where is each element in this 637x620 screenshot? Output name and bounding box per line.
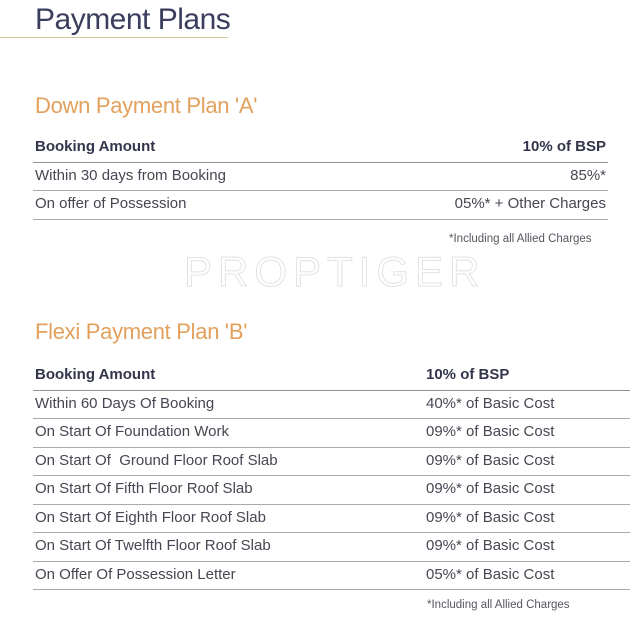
row-value: 85%* <box>570 166 606 184</box>
row-value: 09%* of Basic Cost <box>426 508 555 526</box>
plan-b-table <box>33 362 630 590</box>
table-row <box>33 391 630 420</box>
title-underline <box>0 37 228 38</box>
plan-a-heading: Down Payment Plan 'A' <box>35 93 258 118</box>
table-row <box>33 533 630 562</box>
row-value: 09%* of Basic Cost <box>426 537 555 554</box>
row-label: On Start Of Twelfth Floor Roof Slab <box>35 537 271 554</box>
table-row <box>33 476 630 505</box>
row-value: 09%* of Basic Cost <box>426 451 555 469</box>
table-row-header <box>33 134 608 163</box>
table-row-header <box>33 362 630 391</box>
table-row <box>33 505 630 534</box>
row-label: On Start Of Foundation Work <box>35 423 229 440</box>
plan-b-heading: Flexi Payment Plan 'B' <box>35 319 248 344</box>
row-value: 05%* + Other Charges <box>454 195 606 212</box>
row-value: 09%* of Basic Cost <box>426 423 555 440</box>
table-row <box>33 419 630 448</box>
row-value: 09%* of Basic Cost <box>426 480 555 497</box>
watermark: PROPTIGER <box>184 248 486 295</box>
row-value: 05%* of Basic Cost <box>426 565 555 583</box>
row-label: Within 60 Days Of Booking <box>35 394 215 412</box>
row-label: On Start Of Eighth Floor Roof Slab <box>35 508 266 526</box>
row-label: On Start Of Ground Floor Roof Slab <box>35 451 278 469</box>
page-title: Payment Plans <box>35 3 231 36</box>
row-label: Booking Amount <box>35 138 156 155</box>
plan-a-table <box>33 134 608 220</box>
table-row <box>33 562 630 591</box>
row-label: On Offer Of Possession Letter <box>35 565 236 583</box>
row-value: 40%* of Basic Cost <box>426 394 555 412</box>
plan-b-footnote: *Including all Allied Charges <box>427 599 570 611</box>
row-label: Within 30 days from Booking <box>35 166 226 184</box>
table-row <box>33 448 630 477</box>
table-row <box>33 163 608 192</box>
table-row <box>33 191 608 220</box>
row-value: 10% of BSP <box>426 366 510 383</box>
row-label: On Start Of Fifth Floor Roof Slab <box>35 480 253 497</box>
row-value: 10% of BSP <box>522 138 606 155</box>
row-label: On offer of Possession <box>35 195 187 212</box>
plan-a-footnote: *Including all Allied Charges <box>449 233 592 245</box>
row-label: Booking Amount <box>35 366 156 383</box>
